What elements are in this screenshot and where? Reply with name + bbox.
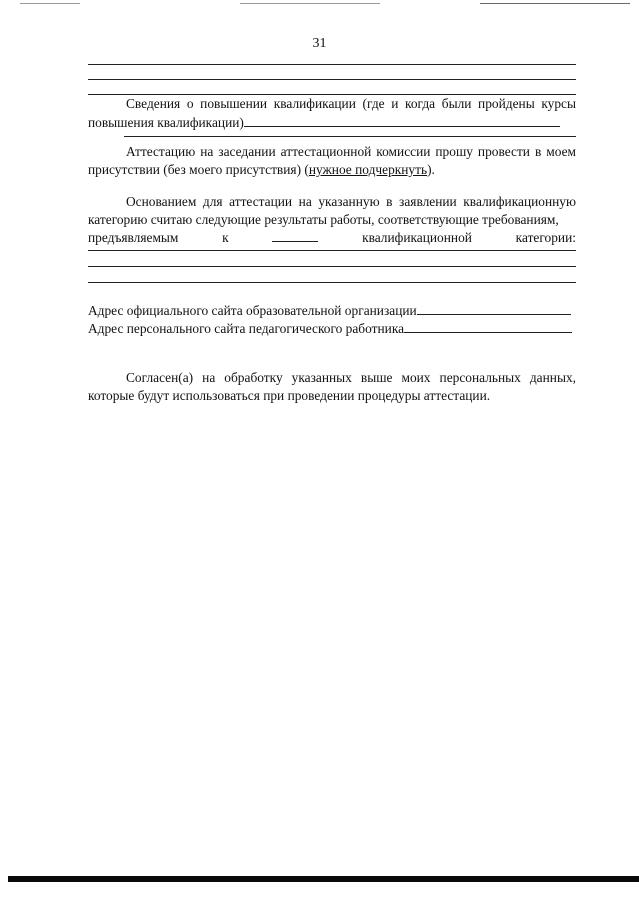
basis-paragraph — [88, 193, 576, 229]
page-number: 31 — [312, 36, 327, 51]
scan-artifact — [240, 3, 380, 4]
scan-bottom-bar — [8, 876, 639, 882]
basis-word: категории: — [515, 230, 576, 245]
blank-fill-line — [88, 282, 576, 283]
qualification-paragraph — [88, 95, 576, 132]
scan-artifact — [20, 3, 80, 4]
blank-fill-line — [88, 250, 576, 251]
personal-site-line — [88, 319, 572, 338]
personal-site-fill-line — [404, 319, 572, 333]
blank-fill-line — [124, 136, 576, 137]
qualification-text: Сведения о повышении квалификации (где и когда были пройдены курсы повышения квалификации) — [88, 96, 576, 130]
basis-text: Основанием для аттестации на указанную в заявлении квалификационную категорию считаю следующие результаты работы, соответствующие требованиям, — [88, 194, 576, 227]
basis-blank — [272, 229, 318, 242]
org-site-line — [88, 301, 571, 320]
basis-word: квалификационной — [362, 230, 472, 245]
personal-site-label: Адрес персонального сайта педагогического работника — [88, 321, 405, 336]
attestation-request-text: Аттестацию на заседании аттестационной комиссии прошу провести в моем присутствии (без моего присутствия) ( — [88, 144, 576, 177]
scan-artifact — [480, 3, 630, 4]
attestation-request-paragraph — [88, 143, 576, 179]
blank-fill-line — [88, 79, 576, 80]
qualification-fill-line — [244, 113, 560, 127]
blank-fill-line — [88, 266, 576, 267]
org-site-label: Адрес официального сайта образовательной организации — [88, 303, 417, 318]
consent-text: Согласен(а) на обработку указанных выше моих персональных данных, которые будут использоваться при проведении процедуры аттестации. — [88, 370, 576, 403]
blank-fill-line — [88, 64, 576, 65]
attestation-request-end: ). — [427, 162, 435, 177]
consent-paragraph — [88, 369, 576, 405]
attestation-choice-hint: нужное подчеркнуть — [308, 162, 428, 177]
org-site-fill-line — [417, 301, 571, 315]
basis-last-line — [88, 229, 576, 247]
basis-word: к — [222, 230, 229, 245]
basis-word: предъявляемым — [88, 230, 179, 245]
